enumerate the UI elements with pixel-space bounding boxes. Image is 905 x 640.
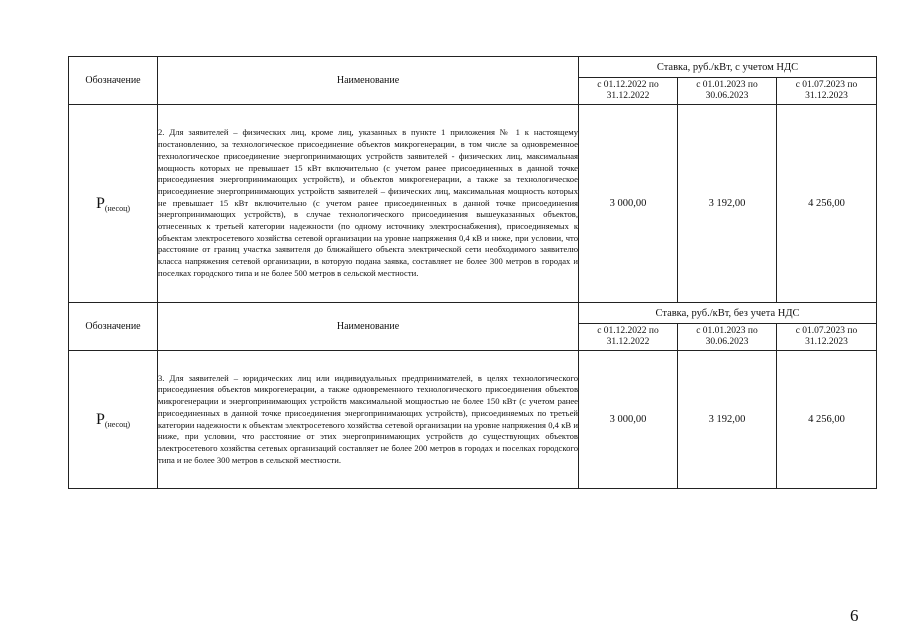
header-name-cell: Наименование: [158, 303, 579, 351]
description-cell: 2. Для заявителей – физических лиц, кроме лиц, указанных в пункте 1 приложения № 1 к настоящему постановлению, за технологическое присоединение объектов микрогенерации, в том числе за одновременное технологическое присоединение энергопринимающих устройств заявителей - физических лиц, максимальная мощность которых не превышает 15 кВт включительно (с учетом ранее присоединенных в данной точке присоединения энергопринимающих устройств), и объектов микрогенерации, а также за технологическое присоединение энергопринимающих устройств заявителей – физических лиц, максимальная мощность которых не превышает 15 кВт включительно (с учетом ранее присоединенных в данной точке присоединения энергопринимающих устройств), в случае технологического присоединения вышеуказанных объектов, отнесенных к третьей категории надежности (по одному источнику электроснабжения), присоединяемых к объектам электросетевого хозяйства сетевой организации на уровне напряжения 0,4 кВ и ниже, при условии, что расстояние от границ участка заявителя до ближайшего объекта электрической сети необходимого заявителю класса напряжения сетевой организации, в которую подана заявка, составляет не более 300 метров в городах и поселках городского типа и не более 500 метров в сельской местности.: [158, 105, 579, 303]
value-cell: 4 256,00: [777, 351, 877, 489]
header-name-cell: Наименование: [158, 57, 579, 105]
period-cell: с 01.01.2023 по 30.06.2023: [678, 324, 777, 351]
section-1-body-row: [69, 105, 877, 303]
section-2-body-row: [69, 351, 877, 489]
header-code-cell: Обозначение: [69, 303, 158, 351]
period-cell: с 01.01.2023 по 30.06.2023: [678, 78, 777, 105]
code-symbol: P: [95, 194, 105, 212]
value-cell: 3 192,00: [678, 105, 777, 303]
value-cell: 3 192,00: [678, 351, 777, 489]
code-cell: [69, 351, 158, 489]
value-cell: 3 000,00: [579, 105, 678, 303]
code-subscript: (несоц): [104, 203, 131, 213]
header-code-cell: Обозначение: [69, 57, 158, 105]
section-1-header-row: [69, 57, 877, 78]
code-cell: [69, 105, 158, 303]
value-cell: 3 000,00: [579, 351, 678, 489]
code-subscript: (несоц): [104, 419, 131, 429]
rate-header-cell: Ставка, руб./кВт, без учета НДС: [579, 303, 877, 324]
period-cell: с 01.07.2023 по 31.12.2023: [777, 324, 877, 351]
value-cell: 4 256,00: [777, 105, 877, 303]
section-2-header-row: [69, 303, 877, 324]
page-number: 6: [850, 606, 859, 625]
period-cell: с 01.12.2022 по 31.12.2022: [579, 324, 678, 351]
code-symbol: P: [95, 410, 105, 428]
period-cell: с 01.12.2022 по 31.12.2022: [579, 78, 678, 105]
description-cell: 3. Для заявителей – юридических лиц или индивидуальных предпринимателей, в целях технологического присоединения объектов микрогенерации, а также одновременного технологического присоединения объектов микрогенерации и энергопринимающих устройств максимальной мощностью не более 150 кВт (с учетом ранее присоединенных в данной точке присоединения энергопринимающих устройств), присоединяемых по третьей категории надежности к объектам электросетевого хозяйства сетевой организации на уровне напряжения 0,4 кВ и ниже, при условии, что расстояние от этих энергопринимающих устройств до существующих объектов электросетевого хозяйства сетевых организаций составляет не более 200 метров в городах и поселках городского типа и не более 300 метров в сельской местности.: [158, 351, 579, 489]
rate-header-cell: Ставка, руб./кВт, с учетом НДС: [579, 57, 877, 78]
tariff-table: [68, 56, 877, 489]
period-cell: с 01.07.2023 по 31.12.2023: [777, 78, 877, 105]
